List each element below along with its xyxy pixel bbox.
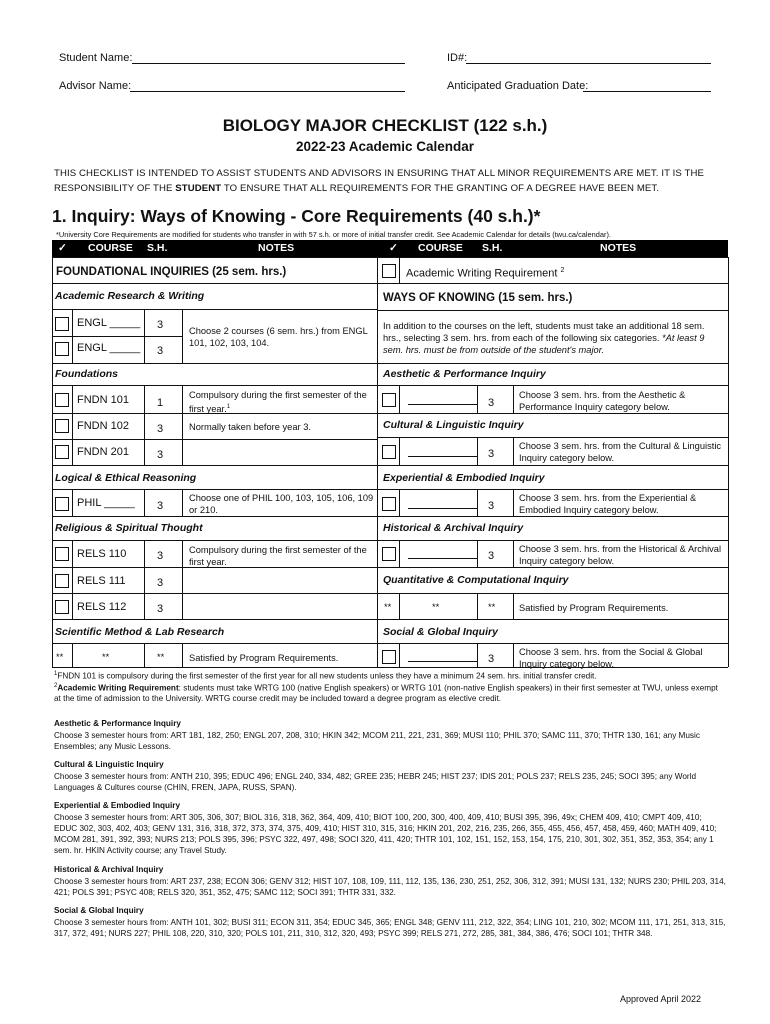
- ways-note-text: In addition to the courses on the left, students must take an additional 18 sem. hrs., selecting 3 sem. hrs. from each of the following six categories.: [383, 321, 705, 343]
- col-notes-right: NOTES: [600, 242, 637, 254]
- social-checkbox[interactable]: [382, 650, 396, 664]
- divider: [377, 413, 728, 414]
- rels110-course: RELS 110: [77, 548, 127, 560]
- category-experiential-text: Choose 3 semester hours from: ART 305, 306, 307; BIOL 316, 318, 362, 364, 409, 410; BIOT 100, 200, 300, 400, 409, 410; BUSI 395, 396, 49x; CHEM 409, 410; CMPT 409, 410; EDUC 302, 303, 402, 403; GENV 131, 316, 318, 372, 373, 374, 375, 409, 410; HIST 310, 315, 316; HKIN 201, 202, 216, 235, 266, 355, 455, 456, 457, 458, 459, 460; MATH 409, 410; MCOM 281, 391, 392, 393; NURS 213; POLS 395, 396; PSYC 322, 497, 498; SOCI 320, 411, 420; THTR 101, 102, 151, 152, 153, 154, 175, 210, 301, 302, 351, 352, 353, 354; any 1 sem. hr. HKIN Activity course; any Travel Study.: [54, 813, 717, 855]
- sci-note: Satisfied by Program Requirements.: [189, 653, 339, 663]
- fndn101-course: FNDN 101: [77, 394, 129, 406]
- cell-line: [477, 643, 478, 667]
- cell-line: [477, 593, 478, 619]
- divider: [52, 439, 377, 440]
- cultural-sh: 3: [488, 448, 495, 460]
- col-check-right: ✓: [389, 242, 398, 254]
- engl-note: Choose 2 courses (6 sem. hrs.) from ENGL 101, 102, 103, 104.: [189, 326, 368, 348]
- footnote-2-text: : students must take WRTG 100 (native English speakers) or WRTG 101 (non-native English speakers) in their first semester at TWU, unless exempt at the time of admission to the University. WRTG course credit may be included toward a degree program as elective credit.: [54, 683, 718, 704]
- cell-line: [399, 437, 400, 465]
- academic-writing-sup: 2: [560, 267, 565, 274]
- academic-writing-checkbox[interactable]: [382, 264, 396, 278]
- col-notes-left: NOTES: [258, 242, 295, 254]
- divider: [52, 283, 377, 284]
- divider: [377, 619, 728, 620]
- cell-line: [182, 540, 183, 619]
- cell-line: [182, 385, 183, 465]
- phil-note: Choose one of PHIL 100, 103, 105, 106, 109 or 210.: [189, 493, 374, 515]
- social-note: Choose 3 sem. hrs. from the Social & Global Inquiry category below.: [519, 647, 703, 669]
- divider: [377, 363, 728, 364]
- section1-note: *University Core Requirements are modified for students who transfer in with 57 s.h. or more of initial transfer credit. See Academic Calendar for details (twu.ca/calendar).: [56, 230, 611, 239]
- col-course-left: COURSE: [88, 242, 133, 254]
- sci-course-stars: **: [102, 652, 110, 662]
- fndn101-note-text: Compulsory during the first semester of the first year.: [189, 390, 367, 415]
- cell-line: [144, 643, 145, 667]
- rels110-sh: 3: [157, 550, 164, 562]
- divider: [52, 540, 377, 541]
- cell-line: [72, 643, 73, 667]
- quantitative-heading: Quantitative & Computational Inquiry: [383, 574, 569, 586]
- divider: [377, 283, 728, 284]
- category-aesthetic-text: Choose 3 semester hours from: ART 181, 182, 250; ENGL 207, 208, 310; HKIN 342; MCOM 211, 221, 231, 369; MUSI 110; PHIL 370; SAMC 111, 370; THTR 130, 161; any Music Ensembles; any Music Lessons.: [54, 731, 700, 751]
- footnote-1-text: FNDN 101 is compulsory during the first semester of the first year for all new students unless they have a minimum 24 sem. hrs. initial transfer credit.: [57, 671, 597, 681]
- cell-line: [144, 385, 145, 465]
- rels112-course: RELS 112: [77, 601, 127, 613]
- category-experiential-heading: Experiential & Embodied Inquiry: [54, 801, 181, 810]
- ways-note: [383, 320, 723, 356]
- divider: [52, 413, 377, 414]
- fndn102-sh: 3: [157, 423, 164, 435]
- intro-paragraph: [54, 166, 724, 196]
- social-course-blank[interactable]: [408, 661, 478, 662]
- experiential-sh: 3: [488, 500, 495, 512]
- col-sh-right: S.H.: [482, 242, 503, 254]
- sci-sh-stars: **: [157, 652, 165, 662]
- cell-line: [399, 385, 400, 413]
- rels111-course: RELS 111: [77, 575, 126, 587]
- divider: [377, 465, 728, 466]
- fndn102-checkbox[interactable]: [55, 419, 69, 433]
- cell-line: [399, 489, 400, 516]
- cultural-course-blank[interactable]: [408, 456, 478, 457]
- divider: [52, 489, 377, 490]
- fndn101-note-sup: 1: [226, 404, 231, 410]
- page-title: BIOLOGY MAJOR CHECKLIST (122 s.h.): [222, 116, 548, 135]
- intro-bold: STUDENT: [175, 183, 222, 194]
- sci-check-stars: **: [56, 652, 64, 662]
- anticipated-graduation-label: Anticipated Graduation Date:: [447, 80, 589, 92]
- historical-note: Choose 3 sem. hrs. from the Historical & Archival Inquiry category below.: [519, 544, 722, 566]
- cell-line: [477, 489, 478, 516]
- experiential-note: Choose 3 sem. hrs. from the Experiential & Embodied Inquiry category below.: [519, 493, 697, 515]
- phil-course: PHIL _____: [77, 497, 135, 509]
- phil-checkbox[interactable]: [55, 497, 69, 511]
- intro-prefix: THIS CHECKLIST IS INTENDED TO ASSIST STUDENTS AND ADVISORS IN ENSURING THAT ALL MINOR REQUIREMENTS ARE MET. IT IS THE RESPONSIBILITY OF THE: [54, 168, 704, 194]
- cell-line: [513, 489, 514, 516]
- fndn101-note: [189, 389, 374, 415]
- id-label: ID#:: [447, 52, 468, 64]
- ways-heading: WAYS OF KNOWING (15 sem. hrs.): [383, 292, 573, 304]
- cell-line: [477, 437, 478, 465]
- q-course-stars: **: [432, 602, 440, 612]
- aesthetic-course-blank[interactable]: [408, 404, 478, 405]
- cell-line: [182, 309, 183, 363]
- section1-heading: 1. Inquiry: Ways of Knowing - Core Requirements (40 s.h.)*: [52, 206, 541, 226]
- divider: [52, 619, 377, 620]
- footnote-2-sup: 2: [54, 683, 58, 689]
- experiential-heading: Experiential & Embodied Inquiry: [383, 472, 545, 484]
- aesthetic-note: Choose 3 sem. hrs. from the Aesthetic & Performance Inquiry category below.: [519, 390, 686, 412]
- divider: [377, 516, 728, 517]
- academic-writing-label: [406, 267, 564, 280]
- divider: [52, 385, 377, 386]
- fndn201-checkbox[interactable]: [55, 445, 69, 459]
- cell-line: [144, 489, 145, 516]
- category-aesthetic-heading: Aesthetic & Performance Inquiry: [54, 719, 181, 728]
- religious-heading: Religious & Spiritual Thought: [55, 522, 203, 534]
- cultural-note: Choose 3 sem. hrs. from the Cultural & Linguistic Inquiry category below.: [519, 441, 722, 463]
- engl1-course: ENGL _____: [77, 317, 141, 329]
- historical-course-blank[interactable]: [408, 558, 478, 559]
- academic-writing-text: Academic Writing Requirement: [406, 267, 558, 280]
- q-note: Satisfied by Program Requirements.: [519, 603, 669, 613]
- cell-line: [144, 309, 145, 363]
- table-top-line: [52, 257, 728, 258]
- footnote-2: [54, 681, 726, 705]
- ways-note-italic: *At least 9 sem. hrs. must be from outside of the student's major.: [383, 333, 705, 355]
- intro-suffix: TO ENSURE THAT ALL REQUIREMENTS FOR THE GRANTING OF A DEGREE HAVE BEEN MET.: [221, 183, 660, 194]
- logical-heading: Logical & Ethical Reasoning: [55, 472, 197, 484]
- cultural-checkbox[interactable]: [382, 445, 396, 459]
- phil-sh: 3: [157, 500, 164, 512]
- fndn201-sh: 3: [157, 449, 164, 461]
- fndn102-note: Normally taken before year 3.: [189, 422, 311, 432]
- divider: [52, 593, 377, 594]
- cell-line: [182, 643, 183, 667]
- rels112-sh: 3: [157, 603, 164, 615]
- fndn102-course: FNDN 102: [77, 420, 129, 432]
- category-historical-text: Choose 3 semester hours from: ART 237, 238; ECON 306; GENV 312; HIST 107, 108, 109, 111, 112, 135, 136, 230, 251, 252, 306, 312, 391; MUSI 131, 132; NURS 230; PHIL 203, 314, 421; POLS 391; PSYC 408; RELS 320, 351, 352, 475; SAMC 112; SOCI 391; THTR 331, 332.: [54, 877, 726, 897]
- experiential-course-blank[interactable]: [408, 508, 478, 509]
- col-course-right: COURSE: [418, 242, 463, 254]
- id-field[interactable]: [466, 63, 711, 64]
- table-center-divider: [377, 257, 378, 667]
- cultural-heading: Cultural & Linguistic Inquiry: [383, 419, 524, 431]
- page-subtitle: 2022-23 Academic Calendar: [295, 139, 475, 154]
- engl1-sh: 3: [157, 319, 164, 331]
- foundations-heading: Foundations: [55, 368, 118, 380]
- engl2-sh: 3: [157, 345, 164, 357]
- table-left-border: [52, 257, 53, 667]
- divider: [377, 437, 728, 438]
- rels112-checkbox[interactable]: [55, 600, 69, 614]
- social-heading: Social & Global Inquiry: [383, 626, 498, 638]
- cell-line: [399, 540, 400, 567]
- cell-line: [513, 540, 514, 567]
- footnote-1-sup: 1: [54, 671, 58, 677]
- engl2-checkbox[interactable]: [55, 342, 69, 356]
- category-social-heading: Social & Global Inquiry: [54, 906, 144, 915]
- divider: [52, 567, 377, 568]
- divider: [377, 310, 728, 311]
- cell-line: [144, 540, 145, 619]
- cell-line: [72, 489, 73, 516]
- cell-line: [72, 540, 73, 619]
- divider: [377, 643, 728, 644]
- category-cultural-heading: Cultural & Linguistic Inquiry: [54, 760, 164, 769]
- rels111-sh: 3: [157, 577, 164, 589]
- aesthetic-sh: 3: [488, 397, 495, 409]
- cell-line: [513, 593, 514, 619]
- advisor-name-field[interactable]: [130, 91, 405, 92]
- divider: [52, 465, 377, 466]
- cell-line: [513, 643, 514, 667]
- category-social-text: Choose 3 semester hours from: ANTH 101, 302; BUSI 311; ECON 311, 354; EDUC 345, 365; ENGL 348; GENV 111, 212, 322, 354; LING 101, 210, 302; MCOM 111, 171, 251, 313, 315, 317, 372, 491; NURS 227; PHIL 108, 220, 310, 320; POLS 101, 211, 310, 312, 320, 493; PSYC 399; RELS 271, 272, 285, 381, 384, 386, 476; SOCI 101; THTR 348.: [54, 918, 726, 938]
- footnote-2-bold: Academic Writing Requirement: [57, 683, 179, 693]
- cell-line: [513, 385, 514, 413]
- fndn101-sh: 1: [157, 397, 164, 409]
- divider: [52, 643, 377, 644]
- aesthetic-heading: Aesthetic & Performance Inquiry: [383, 368, 546, 380]
- divider: [52, 309, 377, 310]
- divider: [377, 567, 728, 568]
- divider: [377, 593, 728, 594]
- cell-line: [513, 437, 514, 465]
- academic-research-heading: Academic Research & Writing: [55, 290, 205, 302]
- table-right-border: [728, 257, 729, 667]
- scientific-heading: Scientific Method & Lab Research: [55, 626, 225, 638]
- engl2-course: ENGL _____: [77, 342, 141, 354]
- student-name-label: Student Name:: [59, 52, 133, 64]
- fndn101-checkbox[interactable]: [55, 393, 69, 407]
- q-check-stars: **: [384, 602, 392, 612]
- cell-line: [72, 385, 73, 465]
- cell-line: [399, 257, 400, 283]
- category-historical-heading: Historical & Archival Inquiry: [54, 865, 164, 874]
- advisor-name-label: Advisor Name:: [59, 80, 132, 92]
- social-sh: 3: [488, 653, 495, 665]
- anticipated-graduation-field[interactable]: [583, 91, 711, 92]
- cell-line: [72, 309, 73, 363]
- foundational-heading: FOUNDATIONAL INQUIRIES (25 sem. hrs.): [56, 266, 287, 278]
- divider: [377, 489, 728, 490]
- historical-heading: Historical & Archival Inquiry: [383, 522, 524, 534]
- cell-line: [477, 385, 478, 413]
- divider: [377, 540, 728, 541]
- cell-line: [399, 643, 400, 667]
- student-name-field[interactable]: [132, 63, 405, 64]
- experiential-checkbox[interactable]: [382, 497, 396, 511]
- divider: [52, 516, 377, 517]
- approved-date: Approved April 2022: [620, 994, 702, 1004]
- category-cultural-text: Choose 3 semester hours from: ANTH 210, 395; EDUC 496; ENGL 240, 334, 482; GREE 235; HEBR 245; HIST 237; IDIS 201; POLS 237; RELS 235, 245; SOCI 395; any World Languages & Cultures course (CHIN, FREN, JAPA, RUSS, SPAN).: [54, 772, 696, 792]
- historical-checkbox[interactable]: [382, 547, 396, 561]
- historical-sh: 3: [488, 550, 495, 562]
- fndn201-course: FNDN 201: [77, 446, 129, 458]
- rels110-note: Compulsory during the first semester of the first year.: [189, 545, 367, 567]
- cell-line: [477, 540, 478, 567]
- cell-line: [182, 489, 183, 516]
- divider: [52, 363, 377, 364]
- rels110-checkbox[interactable]: [55, 547, 69, 561]
- aesthetic-checkbox[interactable]: [382, 393, 396, 407]
- divider: [377, 385, 728, 386]
- col-check-left: ✓: [58, 242, 67, 254]
- q-sh-stars: **: [488, 602, 496, 612]
- col-sh-left: S.H.: [147, 242, 168, 254]
- engl1-checkbox[interactable]: [55, 317, 69, 331]
- cell-line: [399, 593, 400, 619]
- table-header: [52, 240, 728, 257]
- rels111-checkbox[interactable]: [55, 574, 69, 588]
